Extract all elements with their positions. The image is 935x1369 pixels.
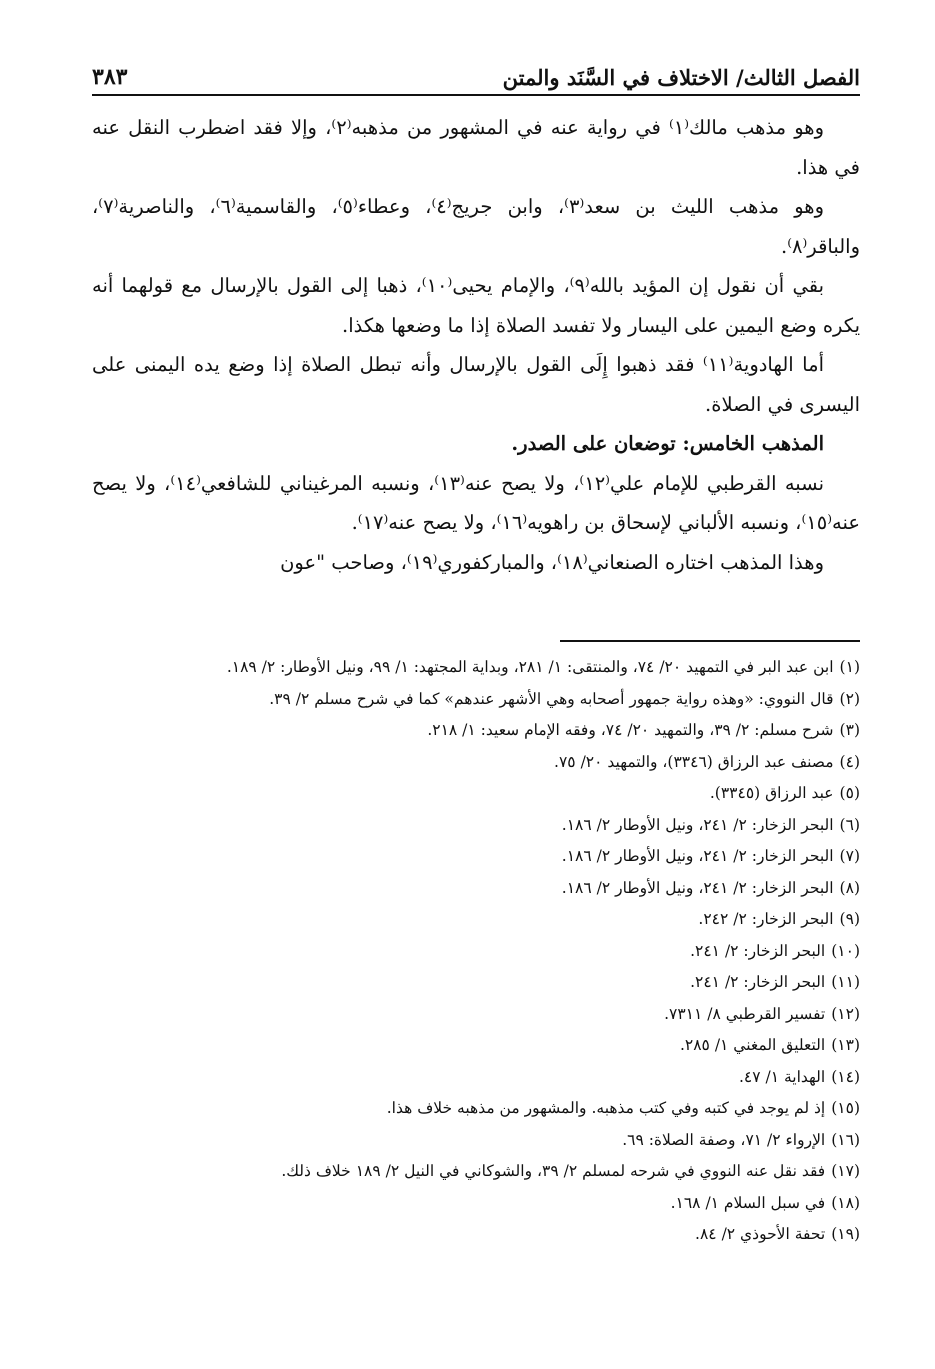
footnote [92, 747, 860, 779]
footnote-text: البحر الزخار: ٢/ ٢٤١، ونيل الأوطار ٢/ ١٨٦. [561, 847, 834, 865]
footnote-number: (١) [839, 658, 860, 676]
footnote [92, 936, 860, 968]
paragraph: وهو مذهب مالك⁽١⁾ في رواية عنه في المشهور من مذهبه⁽٢⁾، وإلا فقد اضطرب النقل عنه في هذا. [92, 116, 860, 179]
footnote-text: البحر الزخار: ٢/ ٢٤١. [690, 941, 826, 960]
paragraph: بقي أن نقول إن المؤيد بالله⁽٩⁾، والإمام يحيى⁽١٠⁾، ذهبا إلى القول بالإرسال مع قولهما أنه يكره وضع اليمين على اليسار ولا تفسد الصلاة إذا ما وضعها هكذا. [92, 274, 860, 337]
footnote-number: (٣) [839, 721, 860, 739]
footnote-number: (١٣) [831, 1036, 860, 1054]
footnote-number: (٤) [839, 752, 860, 771]
footnote-text: البحر الزخار: ٢/ ٢٤١، ونيل الأوطار ٢/ ١٨٦. [561, 815, 834, 834]
footnote-number: (٦) [839, 815, 860, 834]
footnote [92, 778, 860, 810]
footnote [92, 1156, 860, 1188]
footnote [92, 810, 860, 842]
footnote [92, 967, 860, 999]
footnote-text: مصنف عبد الرزاق (٣٣٤٦)، والتمهيد ٢٠/ ٧٥. [554, 752, 834, 771]
footnote [92, 1030, 860, 1062]
footnote-number: (١٩) [831, 1225, 860, 1243]
footnote-text: الهداية ١/ ٤٧. [738, 1067, 826, 1086]
footnote-number: (١٦) [831, 1130, 860, 1149]
footnote [92, 841, 860, 873]
footnote [92, 1093, 860, 1125]
footnote-text: إذ لم يوجد في كتبه وفي كتب مذهبه. والمشهور من مذهبه خلاف هذا. [386, 1099, 826, 1117]
footnote-text: تحفة الأحوذي ٢/ ٨٤. [695, 1225, 826, 1243]
footnote-text: البحر الزخار: ٢/ ٢٤١، ونيل الأوطار ٢/ ١٨٦. [561, 878, 834, 897]
footnote-number: (١٥) [831, 1099, 860, 1117]
footnote-number: (١٧) [831, 1162, 860, 1180]
footnote [92, 1219, 860, 1251]
footnote-text: تفسير القرطبي ٨/ ٧٣١١. [664, 1004, 826, 1023]
footnote [92, 1125, 860, 1157]
footnote-number: (٥) [839, 784, 860, 802]
paragraph: وهذا المذهب اختاره الصنعاني⁽١٨⁾، والمباركفوري⁽١٩⁾، وصاحب "عون [280, 550, 824, 574]
footnote-text: عبد الرزاق (٣٣٤٥). [709, 784, 834, 802]
footnote [92, 684, 860, 716]
footnote [92, 1188, 860, 1220]
page-number: ٣٨٣ [92, 64, 128, 90]
footnote [92, 999, 860, 1031]
main-text [92, 108, 860, 582]
footnote [92, 1062, 860, 1094]
footnote-number: (٨) [839, 878, 860, 897]
footnote-text: البحر الزخار: ٢/ ٢٤١. [690, 973, 826, 991]
footnote-text: التعليق المغني ١/ ٢٨٥. [679, 1036, 826, 1054]
footnote-number: (٢) [839, 689, 860, 708]
paragraph: أما الهادوية⁽١١⁾ فقد ذهبوا إِلَى القول بالإرسال وأنه تبطل الصلاة إذا وضع يده اليمنى على اليسرى في الصلاة. [92, 353, 860, 416]
section-heading: المذهب الخامس: توضعان على الصدر. [511, 432, 824, 455]
footnote-divider [560, 640, 860, 642]
footnote-text: شرح مسلم: ٢/ ٣٩، والتمهيد ٢٠/ ٧٤، وفقه الإمام سعيد: ١/ ٢١٨. [427, 721, 834, 739]
footnote-number: (٧) [839, 847, 860, 865]
footnote-text: البحر الزخار: ٢/ ٢٤٢. [698, 910, 834, 928]
footnote-text: فقد نقل عنه النووي في شرحه لمسلم ٢/ ٣٩، والشوكاني في النيل ٢/ ١٨٩ خلاف ذلك. [281, 1162, 826, 1180]
footnote-text: قال النووي: «وهذه رواية جمهور أصحابه وهي الأشهر عندهم» كما في شرح مسلم ٢/ ٣٩. [269, 689, 834, 708]
footnote-number: (٩) [839, 910, 860, 928]
footnote [92, 904, 860, 936]
footnote [92, 652, 860, 684]
footnote-text: في سبل السلام ١/ ١٦٨. [670, 1193, 826, 1212]
footnote [92, 715, 860, 747]
footnote-number: (١١) [831, 973, 860, 991]
footnote-number: (١٠) [831, 941, 860, 960]
footnote-number: (١٤) [831, 1067, 860, 1086]
paragraph: وهو مذهب الليث بن سعد⁽٣⁾، وابن جريج⁽٤⁾، وعطاء⁽٥⁾، والقاسمية⁽٦⁾، والناصرية⁽٧⁾، والباقر⁽٨⁾. [92, 195, 860, 258]
running-header [92, 54, 860, 96]
footnote-text: ابن عبد البر في التمهيد ٢٠/ ٧٤، والمنتقى: ١/ ٢٨١، وبداية المجتهد: ١/ ٩٩، ونيل الأوطار: ٢/ ١٨٩. [226, 658, 834, 676]
footnote [92, 873, 860, 905]
footnote-number: (١٢) [831, 1004, 860, 1023]
footnote-text: الإرواء ٢/ ٧١، وصفة الصلاة: ٦٩. [622, 1130, 826, 1149]
footnotes [92, 652, 860, 1251]
footnote-number: (١٨) [831, 1193, 860, 1212]
chapter-title: الفصل الثالث/ الاختلاف في السَّنَد والمتن [502, 65, 860, 90]
paragraph: نسبه القرطبي للإمام علي⁽١٢⁾، ولا يصح عنه⁽١٣⁾، ونسبه المرغيناني للشافعي⁽١٤⁾، ولا يصح عنه⁽١٥⁾، ونسبه الألباني لإسحاق بن راهويه⁽١٦⁾، ولا يصح عنه⁽١٧⁾. [92, 471, 860, 534]
